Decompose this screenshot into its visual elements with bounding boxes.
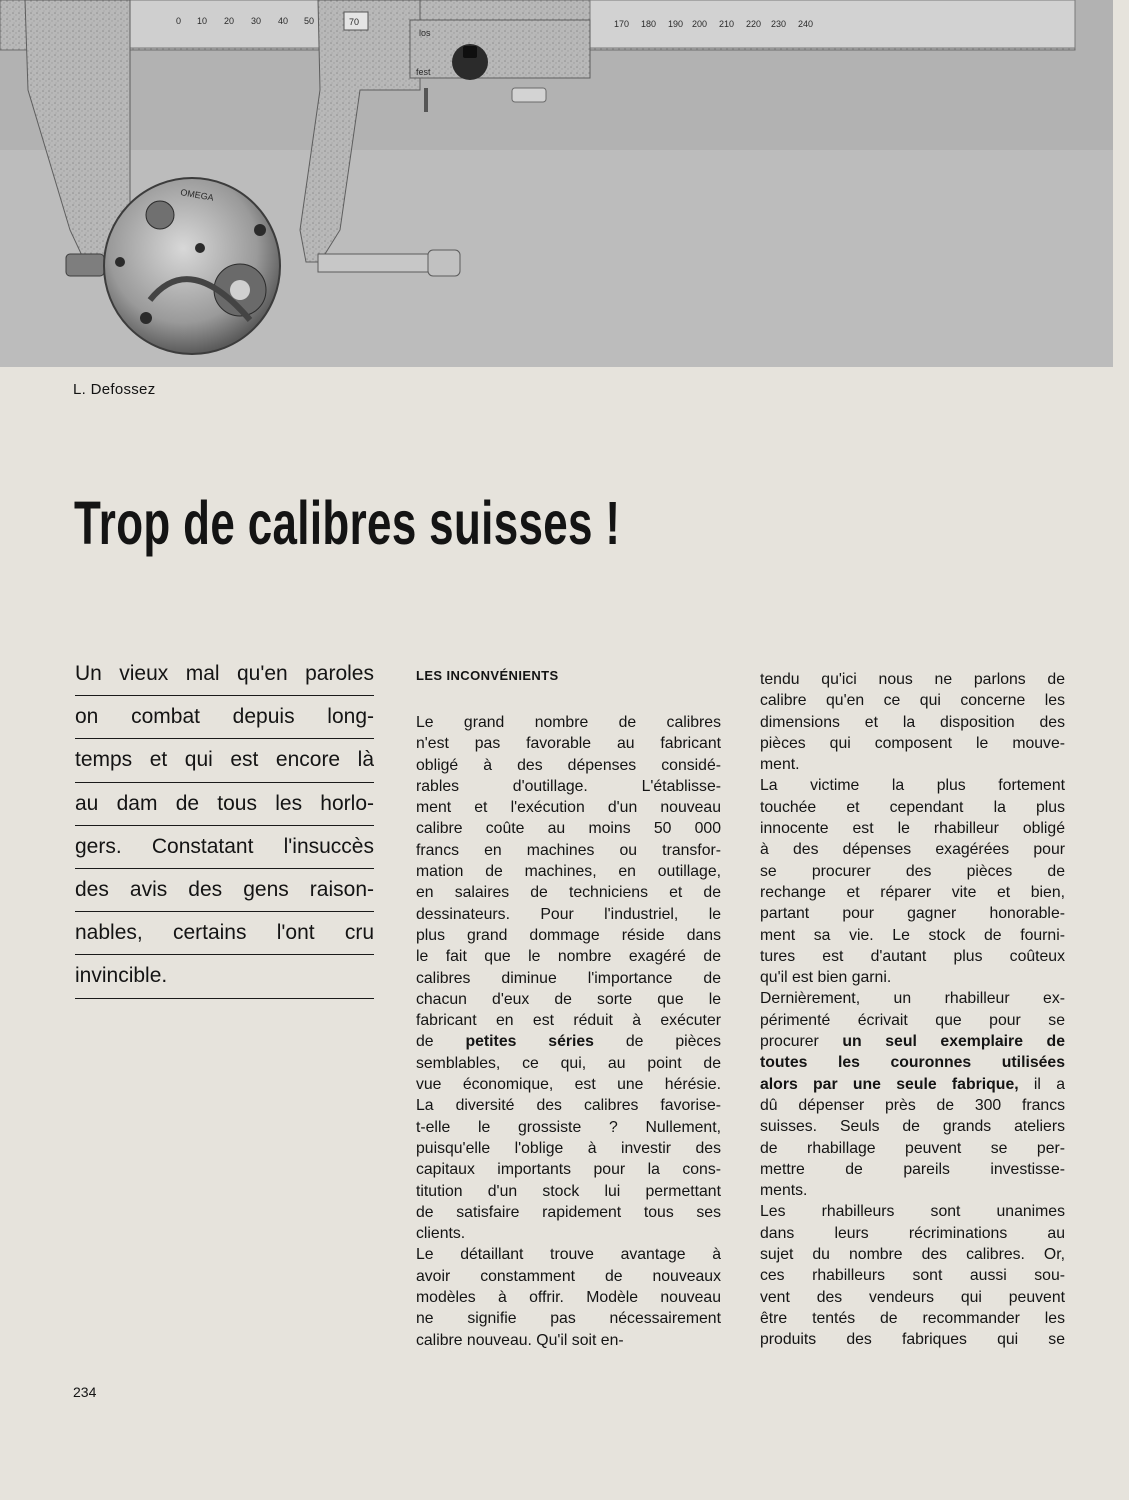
lead-paragraph (75, 653, 374, 999)
svg-text:30: 30 (251, 16, 262, 26)
body-line: chacun d'eux de sorte que le (416, 990, 721, 1008)
body-line: le fait que le nombre exagéré de (416, 948, 721, 966)
body-line: La diversité des calibres favorise- (416, 1097, 721, 1115)
svg-text:190: 190 (668, 19, 684, 29)
body-line: capitaux importants pour la cons- (416, 1161, 721, 1179)
body-line: dans leurs récriminations au (760, 1224, 1065, 1242)
body-line: ment sa vie. Le stock de fourni- (760, 926, 1065, 944)
watch-brand: OMEGA (179, 187, 215, 203)
lead-line: nables, certains l'ont cru (75, 912, 374, 955)
body-line: francs en machines ou transfor- (416, 841, 721, 859)
section-heading: LES INCONVÉNIENTS (416, 668, 559, 683)
svg-text:50: 50 (304, 16, 315, 26)
body-line: pièces qui composent le mouve- (760, 734, 1065, 752)
svg-text:10: 10 (197, 16, 208, 26)
body-line: calibres diminue l'importance de (416, 969, 721, 987)
lead-line: temps et qui est encore là (75, 739, 374, 782)
body-line: se procurer des pièces de (760, 862, 1065, 880)
body-line: de satisfaire rapidement tous ses (416, 1203, 721, 1221)
body-line: tures est d'autant plus coûteux (760, 947, 1065, 965)
body-line: toutes les couronnes utilisées (760, 1054, 1065, 1072)
body-line: mettre de pareils investisse- (760, 1160, 1065, 1178)
body-line: ments. (760, 1182, 808, 1200)
body-line: être tentés de recommander les (760, 1309, 1065, 1327)
body-line: suisses. Seuls de grands ateliers (760, 1118, 1065, 1136)
body-line: dimensions et la disposition des (760, 713, 1065, 731)
body-line: n'est pas favorable au fabricant (416, 735, 721, 753)
svg-text:170: 170 (614, 19, 630, 29)
caliper-window-value: 70 (349, 17, 360, 27)
body-line: périmenté écrivait que pour se (760, 1011, 1065, 1029)
lead-line: invincible. (75, 955, 374, 998)
svg-text:180: 180 (641, 19, 657, 29)
body-line: dessinateurs. Pour l'industriel, le (416, 905, 721, 923)
author-name: L. Defossez (73, 381, 156, 398)
body-line: rables d'outillage. L'établisse- (416, 777, 721, 795)
body-line: titution d'un stock lui permettant (416, 1182, 721, 1200)
body-line: clients. (416, 1225, 466, 1243)
body-line: mation de machines, en outillage, (416, 863, 721, 881)
article-headline: Trop de calibres suisses ! (74, 489, 621, 557)
svg-text:20: 20 (224, 16, 235, 26)
body-line: fabricant en est réduit à exécuter (416, 1012, 721, 1030)
body-line: plus grand dommage réside dans (416, 926, 721, 944)
body-line: alors par une seule fabrique, il a (760, 1075, 1065, 1093)
body-line: avoir constamment de nouveaux (416, 1267, 721, 1285)
body-line: Dernièrement, un rhabilleur ex- (760, 990, 1065, 1008)
body-line: touchée et cependant la plus (760, 798, 1065, 816)
body-line: tendu qu'ici nous ne parlons de (760, 671, 1065, 688)
body-line: produits des fabriques qui se (760, 1331, 1065, 1349)
body-line: ment. (760, 756, 800, 774)
svg-text:0: 0 (176, 16, 182, 26)
body-column-3 (760, 669, 1065, 1351)
lead-line: Un vieux mal qu'en paroles (75, 653, 374, 696)
body-line: La victime la plus fortement (760, 777, 1065, 795)
body-line: rechange et réparer vite et bien, (760, 883, 1065, 901)
body-line: Le grand nombre de calibres (416, 714, 721, 731)
body-line: puisqu'elle l'oblige à investir des (416, 1139, 721, 1157)
caliper-photo-illustration (0, 0, 1113, 367)
body-line: obligé à des dépenses considé- (416, 756, 721, 774)
svg-text:220: 220 (746, 19, 762, 29)
body-line: ne signifie pas nécessairement (416, 1310, 721, 1328)
body-line: dû dépenser près de 300 francs (760, 1096, 1065, 1114)
caliper-watch-photo (0, 0, 1113, 367)
body-line: calibre qu'en ce qui concerne les (760, 692, 1065, 710)
body-line: modèles à offrir. Modèle nouveau (416, 1289, 721, 1307)
lead-line: gers. Constatant l'insuccès (75, 826, 374, 869)
body-line: en salaires de techniciens et de (416, 884, 721, 902)
svg-text:240: 240 (798, 19, 814, 29)
body-line: procurer un seul exemplaire de (760, 1033, 1065, 1051)
lead-line: au dam de tous les horlo- (75, 783, 374, 826)
body-column-2 (416, 712, 721, 1351)
body-line: qu'il est bien garni. (760, 969, 892, 987)
body-line: vent des vendeurs qui peuvent (760, 1288, 1065, 1306)
lock-label-top: los (419, 28, 431, 38)
body-line: calibre coûte au moins 50 000 (416, 820, 721, 838)
body-line: Le détaillant trouve avantage à (416, 1246, 721, 1264)
body-line: innocente est le rhabilleur obligé (760, 820, 1065, 838)
body-line: Les rhabilleurs sont unanimes (760, 1203, 1065, 1221)
page-margin (1113, 0, 1129, 367)
body-line: ces rhabilleurs sont aussi sou- (760, 1267, 1065, 1285)
body-line: calibre nouveau. Qu'il soit en- (416, 1331, 624, 1349)
body-line: à des dépenses exagérées pour (760, 841, 1065, 859)
lock-label-bottom: fest (416, 67, 431, 77)
body-line: t-elle le grossiste ? Nullement, (416, 1118, 721, 1136)
lead-line: des avis des gens raison- (75, 869, 374, 912)
body-line: ment et l'exécution d'un nouveau (416, 799, 721, 817)
body-line: de petites séries de pièces (416, 1033, 721, 1051)
svg-text:40: 40 (278, 16, 289, 26)
body-line: de rhabillage peuvent se per- (760, 1139, 1065, 1157)
lead-line: on combat depuis long- (75, 696, 374, 739)
body-line: vue économique, est une hérésie. (416, 1076, 721, 1094)
svg-text:230: 230 (771, 19, 787, 29)
body-line: partant pour gagner honorable- (760, 905, 1065, 923)
svg-text:200: 200 (692, 19, 708, 29)
body-line: sujet du nombre des calibres. Or, (760, 1246, 1065, 1264)
page-number: 234 (73, 1384, 97, 1400)
svg-text:210: 210 (719, 19, 735, 29)
body-line: semblables, ce qui, au point de (416, 1054, 721, 1072)
